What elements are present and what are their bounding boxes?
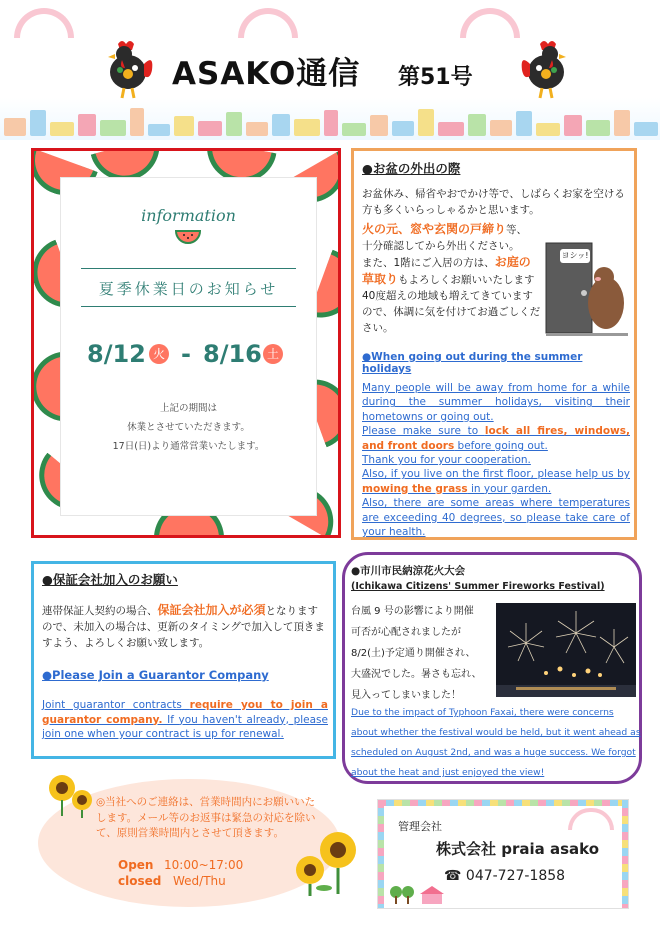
fireworks-heading: ●市川市民納涼花火大会 [351,565,466,577]
header [0,0,660,140]
highlight-text: お庭の草取り [362,255,531,286]
trees-house-icon [388,884,448,906]
date-dash: - [181,340,191,368]
obon-notice-box [351,148,637,540]
obon-english-heading: ●When going out during the summer holidays [362,351,583,375]
closed-label: closed [118,874,162,888]
management-company-card [377,799,629,909]
company-name: 株式会社 praia asako [436,840,600,858]
obon-english-body: Many people will be away from home for a while during the summer holidays, visiting their hometowns or going out. Please make sure to lock all fires, windows, and front doors before going out. Thank you for your cooperation. Also, if you live on the first floor, please help us by mowing the grass in your garden. Also, there are some areas where temperatures are exceeding 40 degrees, so please take care of your health. [362,382,630,539]
rooster-icon [98,38,156,100]
fireworks-japanese-text: 台風 9 号の影響により開催 可否が心配されましたが 8/2(土)予定通り開催され、 大盛況でした。暑さも忘れ、 見入ってしまいました！ [351,606,482,701]
fireworks-photo [496,603,636,697]
contact-note: ◎当社へのご連絡は、営業時間内にお願いいたします。メール等のお返事は緊急の対応を除いて、原則営業時間内とさせて頂きます。 [96,796,316,839]
highlight-text: 保証会社加入が必須 [157,603,266,617]
fireworks-english-text: Due to the impact of Typhoon Faxai, there were concerns about whether the festival would be held, but it went ahead as scheduled on August 2nd, and was a huge success. We forgot about the heat and just enjoyed the view! [351,707,641,778]
divider [81,306,296,307]
start-date: 8/12 [87,340,146,368]
holiday-note-line3: 17日(日)より通常営業いたします。 [112,441,265,452]
issue-number: 第51号 [398,65,473,90]
decorative-border [622,800,628,908]
fireworks-english-title: (Ichikawa Citizens' Summer Fireworks Festival) [351,581,605,592]
obon-paragraph-1: お盆休み、帰省やおでかけ等で、しばらくお家を空ける方も多くいらっしゃるかと思います。 [362,188,625,216]
end-day-badge: 土 [263,344,283,364]
company-phone [444,868,565,884]
open-hours-value: 10:00~17:00 [164,858,244,872]
information-label: information [141,206,236,225]
town-illustration [0,100,660,136]
rainbow-decoration [460,8,520,38]
holiday-notice-card [60,177,317,516]
opening-hours [118,858,243,872]
obon-heading: ●お盆の外出の際 [362,161,461,176]
rooster-icon [518,38,576,100]
guarantor-english-heading: ●Please Join a Guarantor Company [42,668,269,682]
newsletter-title: ASAKO通信 [172,56,361,92]
decorative-border [378,800,384,908]
phone-icon: ☎ [444,868,462,884]
fireworks-report-box [342,552,642,784]
watermelon-slice-icon [175,230,201,244]
guarantor-english-body: Joint guarantor contracts require you to join a guarantor company. If you haven't already, please join one when your contract is up for renewal. [42,699,328,740]
end-date: 8/16 [203,340,262,368]
guarantor-heading: ●保証会社加入のお願い [42,572,178,587]
highlight-text: 火の元、窓や玄関の戸締り [362,222,507,236]
guarantor-paragraph: 連帯保証人契約の場合、保証会社加入が必須となりますので、未加入の場合は、更新のタイミングで加入して頂きますよう、よろしくお願い致します。 [42,603,325,649]
highlight-text: require you to join a guarantor company. [42,699,328,726]
highlight-text: mowing the grass [362,482,468,495]
company-label: 管理会社 [398,820,442,833]
sunflower-icon [44,770,96,818]
holiday-note-line2: 休業とさせていただきます。 [127,422,250,433]
rainbow-decoration [238,8,298,38]
holiday-note-line1: 上記の期間は [159,403,217,414]
open-label: Open [118,858,154,872]
closed-days [118,874,226,888]
divider [81,268,296,269]
closed-days-value: Wed/Thu [173,874,226,888]
highlight-text: lock all fires, windows, and front doors [362,425,630,452]
phone-number[interactable]: 047-727-1858 [465,868,566,884]
rainbow-decoration [568,808,614,830]
obon-paragraph-2: 火の元、窓や玄関の戸締り等、 十分確認してから外出ください。 また、1階にご入居の方は、お庭の草取りもよろしくお願いいたします 40度超えの地域も増えてきていますので、体調に気を付けてお過ごしください。 [362,222,541,334]
decorative-border [378,800,628,806]
start-day-badge: 火 [149,344,169,364]
rainbow-decoration [14,8,74,38]
guarantor-notice-box [31,561,336,759]
sign-bubble: ヨシッ! [560,249,590,263]
holiday-heading: 夏季休業日のお知らせ [98,280,279,298]
